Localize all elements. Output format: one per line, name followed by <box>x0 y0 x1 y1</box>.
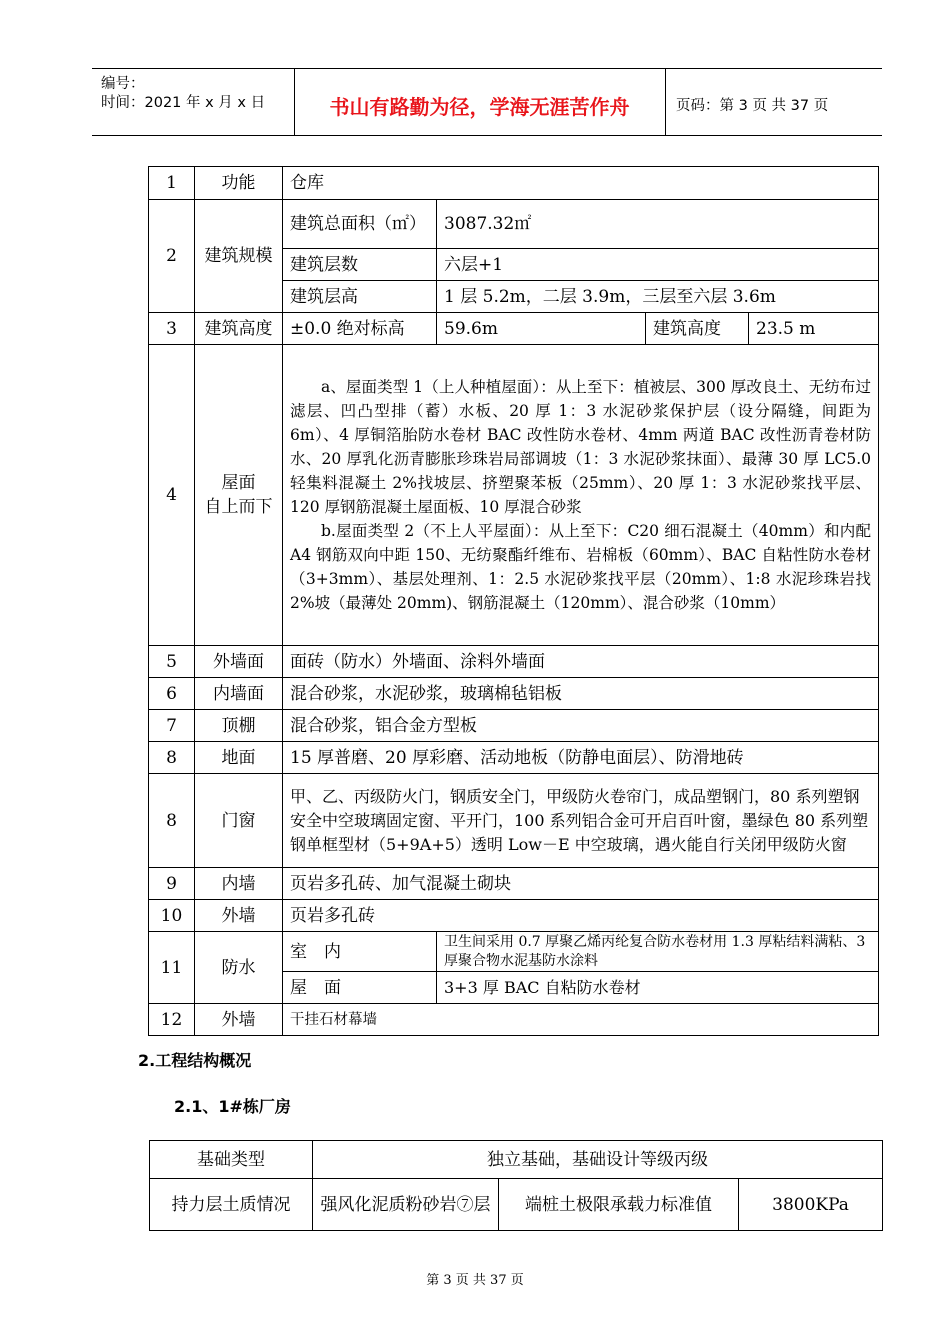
table-row <box>149 345 879 646</box>
indoor-label-text: 室 内 <box>290 941 341 962</box>
table-row <box>149 646 879 678</box>
elevation-label: ±0.0 绝对标高 <box>283 313 437 345</box>
row-index: 11 <box>149 932 195 1004</box>
row-value: 干挂石材幕墙 <box>283 1004 879 1036</box>
row-label: 内墙 <box>195 868 283 900</box>
page-header <box>92 68 882 136</box>
table-row <box>149 313 879 345</box>
row-index: 1 <box>149 167 195 200</box>
floor-height-label: 建筑层高 <box>283 281 437 313</box>
table-row <box>149 932 879 972</box>
header-time: 时间：2021 年 x 月 x 日 <box>101 95 266 111</box>
row-label: 外墙面 <box>195 646 283 678</box>
row-label: 地面 <box>195 742 283 774</box>
table-row <box>149 742 879 774</box>
foundation-type-value: 独立基础，基础设计等级丙级 <box>313 1141 883 1179</box>
bearing-layer-value: 强风化泥质粉砂岩⑦层 <box>313 1179 499 1231</box>
row-value: 15 厚普磨、20 厚彩磨、活动地板（防静电面层）、防滑地砖 <box>283 742 879 774</box>
row-value: 仓库 <box>283 167 879 200</box>
table-row <box>149 710 879 742</box>
row-index: 8 <box>149 774 195 868</box>
row-index: 12 <box>149 1004 195 1036</box>
row-label: 防水 <box>195 932 283 1004</box>
pile-capacity-label: 端桩土极限承载力标准值 <box>499 1179 739 1231</box>
row-label: 功能 <box>195 167 283 200</box>
row-index: 5 <box>149 646 195 678</box>
architecture-table <box>148 166 879 1036</box>
row-index: 9 <box>149 868 195 900</box>
section-heading-structure: 2.工程结构概况 <box>138 1051 252 1070</box>
header-number: 编号： <box>101 76 145 92</box>
row-value: 页岩多孔砖 <box>283 900 879 932</box>
row-value: 混合砂浆，铝合金方型板 <box>283 710 879 742</box>
row-index: 10 <box>149 900 195 932</box>
elevation-value: 59.6m <box>437 313 646 345</box>
indoor-label <box>283 932 437 972</box>
roof-type-a: a、屋面类型 1（上人种植屋面）：从上至下：植被层、300 厚改良土、无纺布过滤层、凹凸型排（蓄）水板、20 厚 1：3 水泥砂浆保护层（设分隔缝，间距为 6m）、4 厚铜箔胎防水卷材 BAC 改性防水卷材、4mm 两道 BAC 改性沥青卷材防水、20 厚乳化沥青膨胀珍珠岩局部调坡（1：3 水泥砂浆抹面）、最薄 30 厚 LC5.0 轻集料混凝土 2%找坡层、挤塑聚苯板（25mm）、20 厚 1：3 水泥砂浆找平层、120 厚钢筋混凝土屋面板、10 厚混合砂浆 <box>290 378 871 516</box>
page-footer: 第 3 页 共 37 页 <box>426 1273 524 1288</box>
section-heading-building1: 2.1、1#栋厂房 <box>174 1097 291 1116</box>
table-row <box>150 1141 883 1179</box>
building-height-label: 建筑高度 <box>646 313 749 345</box>
row-label: 顶棚 <box>195 710 283 742</box>
pile-capacity-value: 3800KPa <box>739 1179 883 1231</box>
row-label: 门窗 <box>195 774 283 868</box>
bearing-layer-label: 持力层土质情况 <box>150 1179 313 1231</box>
table-row <box>149 1004 879 1036</box>
roof-waterproof-value: 3+3 厚 BAC 自粘防水卷材 <box>437 972 879 1004</box>
row-value: 混合砂浆，水泥砂浆，玻璃棉毡铝板 <box>283 678 879 710</box>
header-slogan: 书山有路勤为径，学海无涯苦作舟 <box>294 69 666 135</box>
floor-height-value: 1 层 5.2m，二层 3.9m，三层至六层 3.6m <box>437 281 879 313</box>
header-meta-cell <box>92 69 295 135</box>
row-value: 面砖（防水）外墙面、涂料外墙面 <box>283 646 879 678</box>
table-row <box>149 200 879 249</box>
row-index: 6 <box>149 678 195 710</box>
table-row <box>149 900 879 932</box>
row-label: 外墙 <box>195 900 283 932</box>
row-index: 3 <box>149 313 195 345</box>
table-row <box>150 1179 883 1231</box>
roof-label-line1: 屋面 <box>221 473 256 493</box>
indoor-value: 卫生间采用 0.7 厚聚乙烯丙纶复合防水卷材用 1.3 厚粘结料满粘、3 厚聚合物水泥基防水涂料 <box>437 932 879 972</box>
row-label: 建筑规模 <box>195 200 283 313</box>
foundation-table <box>149 1140 883 1231</box>
row-value: 甲、乙、丙级防火门，钢质安全门，甲级防火卷帘门，成品塑钢门，80 系列塑钢安全中空玻璃固定窗、平开门，100 系列铝合金可开启百叶窗，墨绿色 80 系列塑钢单框型材（5+9A+5）透明 Low－E 中空玻璃，遇火能自行关闭甲级防火窗 <box>283 774 879 868</box>
roof-type-b: b.屋面类型 2（不上人平屋面）：从上至下：C20 细石混凝土（40mm）和内配 A4 钢筋双向中距 150、无纺聚酯纤维布、岩棉板（60mm）、BAC 自粘性防水卷材（3+3mm）、基层处理剂、1：2.5 水泥砂浆找平层（20mm）、1:8 水泥珍珠岩找 2%坡（最薄处 20mm)、钢筋混凝土（120mm）、混合砂浆（10mm） <box>290 522 871 612</box>
table-row <box>149 678 879 710</box>
header-page-number: 页码：第 3 页 共 37 页 <box>676 97 829 114</box>
foundation-type-label: 基础类型 <box>150 1141 313 1179</box>
row-value: 页岩多孔砖、加气混凝土砌块 <box>283 868 879 900</box>
row-index: 7 <box>149 710 195 742</box>
area-value: 3087.32㎡ <box>437 200 879 249</box>
row-index: 2 <box>149 200 195 313</box>
row-label: 外墙 <box>195 1004 283 1036</box>
table-row <box>149 167 879 200</box>
roof-description <box>283 345 879 646</box>
row-label <box>195 345 283 646</box>
floors-label: 建筑层数 <box>283 249 437 281</box>
area-label: 建筑总面积（㎡） <box>283 200 437 249</box>
roof-waterproof-label: 屋 面 <box>283 972 437 1004</box>
row-label: 内墙面 <box>195 678 283 710</box>
table-row <box>149 774 879 868</box>
table-row <box>149 868 879 900</box>
row-label: 建筑高度 <box>195 313 283 345</box>
building-height-value: 23.5 m <box>749 313 879 345</box>
roof-label-line2: 自上而下 <box>204 497 273 517</box>
row-index: 8 <box>149 742 195 774</box>
row-index: 4 <box>149 345 195 646</box>
floors-value: 六层+1 <box>437 249 879 281</box>
